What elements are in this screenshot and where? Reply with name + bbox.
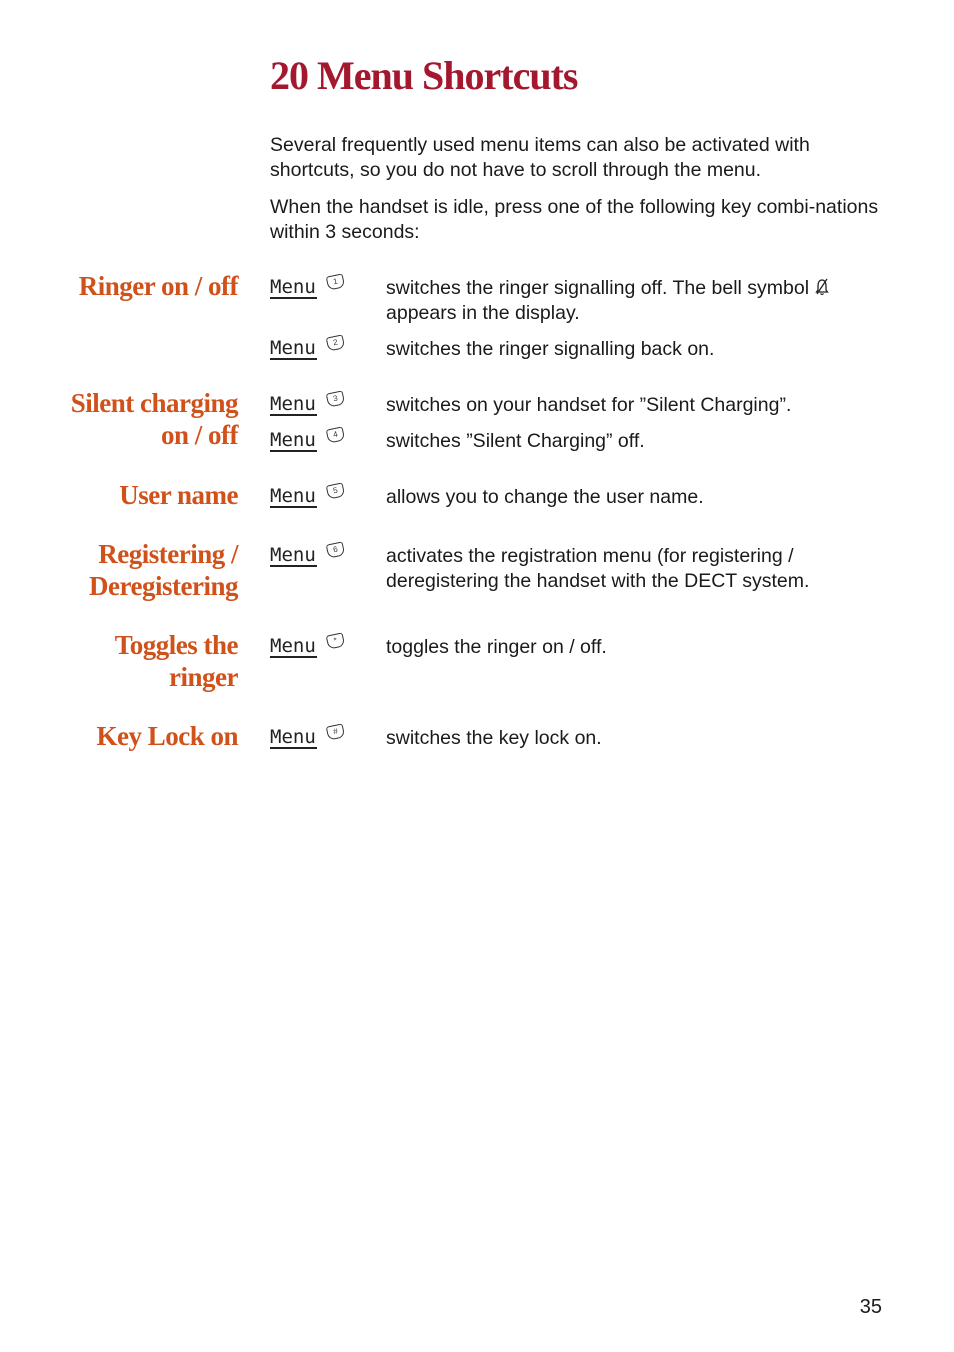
heading-ringer-on-off bbox=[79, 270, 238, 302]
heading-line: Key Lock on bbox=[96, 721, 238, 751]
key-5-icon: 5 bbox=[325, 482, 345, 499]
key-star-icon: * bbox=[325, 632, 345, 649]
page-number: 35 bbox=[859, 1296, 882, 1318]
menu-softkey: Menu bbox=[270, 392, 316, 415]
heading-line: on / off bbox=[161, 420, 238, 450]
page-title: 20 Menu Shortcuts bbox=[270, 53, 578, 98]
shortcut-description: toggles the ringer on / off. bbox=[386, 636, 607, 658]
heading-line: Registering / bbox=[98, 539, 238, 569]
heading-registering bbox=[89, 538, 238, 602]
shortcut-menu-3 bbox=[270, 393, 344, 417]
shortcut-description: allows you to change the user name. bbox=[386, 486, 704, 508]
shortcut-menu-1 bbox=[270, 276, 344, 300]
shortcut-description bbox=[386, 276, 891, 326]
key-2-icon: 2 bbox=[325, 334, 345, 351]
shortcut-description: switches on your handset for ”Silent Charging”. bbox=[386, 394, 792, 416]
shortcut-menu-hash bbox=[270, 726, 344, 750]
shortcut-description: switches the key lock on. bbox=[386, 727, 602, 749]
menu-softkey: Menu bbox=[270, 428, 316, 451]
intro-paragraph-1: Several frequently used menu items can also be activated with shortcuts, so you do not have to scroll through the menu. bbox=[270, 134, 810, 181]
menu-softkey: Menu bbox=[270, 725, 316, 748]
shortcut-description: switches the ringer signalling back on. bbox=[386, 338, 715, 360]
heading-user-name bbox=[119, 479, 238, 511]
key-1-icon: 1 bbox=[325, 273, 345, 290]
shortcut-description: switches ”Silent Charging” off. bbox=[386, 430, 645, 452]
key-hash-icon: # bbox=[325, 723, 345, 740]
key-6-icon: 6 bbox=[325, 541, 345, 558]
heading-line: Ringer on / off bbox=[78, 271, 238, 301]
menu-softkey: Menu bbox=[270, 634, 316, 657]
shortcut-menu-star bbox=[270, 635, 344, 659]
intro-paragraph-2: When the handset is idle, press one of the following key combi-nations within 3 seconds: bbox=[270, 196, 879, 243]
key-3-icon: 3 bbox=[325, 390, 345, 407]
shortcut-menu-5 bbox=[270, 485, 344, 509]
heading-line: Silent charging bbox=[70, 388, 238, 418]
menu-softkey: Menu bbox=[270, 275, 316, 298]
heading-line: Deregistering bbox=[89, 571, 238, 601]
shortcut-menu-6 bbox=[270, 544, 344, 568]
heading-line: User name bbox=[119, 480, 238, 510]
description-text: switches the ringer signalling off. The bell symbol bbox=[386, 277, 810, 299]
heading-key-lock-on bbox=[96, 720, 238, 752]
menu-softkey: Menu bbox=[270, 484, 316, 507]
key-4-icon: 4 bbox=[325, 426, 345, 443]
heading-silent-charging bbox=[71, 387, 238, 451]
shortcut-description: activates the registration menu (for registering / deregistering the handset with the DECT system. bbox=[386, 545, 810, 592]
menu-softkey: Menu bbox=[270, 336, 316, 359]
heading-line: ringer bbox=[169, 662, 238, 692]
description-text: appears in the display. bbox=[386, 302, 580, 324]
heading-line: Toggles the bbox=[114, 630, 238, 660]
shortcut-menu-4 bbox=[270, 429, 344, 453]
menu-softkey: Menu bbox=[270, 543, 316, 566]
heading-toggles-ringer bbox=[115, 629, 238, 693]
shortcut-menu-2 bbox=[270, 337, 344, 361]
bell-off-icon bbox=[815, 278, 829, 296]
